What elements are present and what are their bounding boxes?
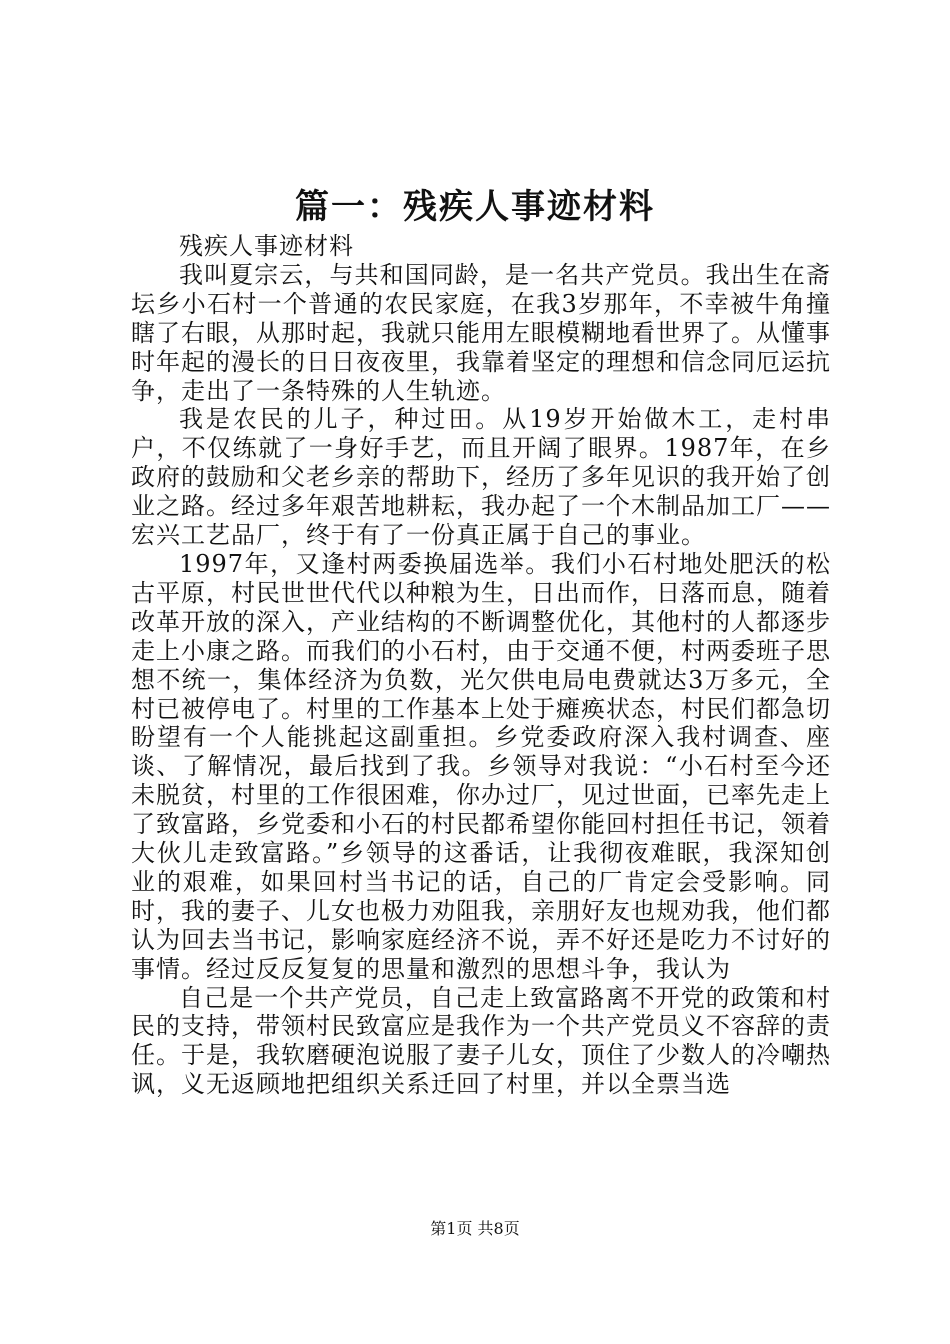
body-paragraph: 1997年，又逢村两委换届选举。我们小石村地处肥沃的松古平原，村民世世代代以种粮为生，日出而作，日落而息，随着改革开放的深入，产业结构的不断调整优化，其他村的人都逐步走上小康之路。而我们的小石村，由于交通不便，村两委班子思想不统一，集体经济为负数，光欠供电局电费就达3万多元，全村已被停电了。村里的工作基本上处于瘫痪状态，村民们都急切盼望有一个人能挑起这副重担。乡党委政府深入我村调查、座谈、了解情况，最后找到了我。乡领导对我说：“小石村至今还未脱贫，村里的工作很困难，你办过厂，见过世面，已率先走上了致富路，乡党委和小石的村民都希望你能回村担任书记，领着大伙儿走致富路。”乡领导的这番话，让我彻夜难眠，我深知创业的艰难，如果回村当书记的话，自己的厂肯定会受影响。同时，我的妻子、儿女也极力劝阻我，亲朋好友也规劝我，他们都认为回去当书记，影响家庭经济不说，弄不好还是吃力不讨好的事情。经过反反复复的思量和激烈的思想斗争，我认为: [131, 549, 831, 983]
subtitle-paragraph: 残疾人事迹材料: [179, 232, 354, 260]
body-paragraph: 我是农民的儿子，种过田。从19岁开始做木工，走村串户，不仅练就了一身好手艺，而且开阔了眼界。1987年，在乡政府的鼓励和父老乡亲的帮助下，经历了多年见识的我开始了创业之路。经过多年艰苦地耕耘，我办起了一个木制品加工厂——宏兴工艺品厂，终于有了一份真正属于自己的事业。: [131, 405, 831, 550]
page-title: 篇一：残疾人事迹材料: [295, 187, 655, 227]
document-body: [131, 232, 831, 1099]
body-paragraph: 自己是一个共产党员，自己走上致富路离不开党的政策和村民的支持，带领村民致富应是我作为一个共产党员义不容辞的责任。于是，我软磨硬泡说服了妻子儿女，顶住了少数人的冷嘲热讽，义无返顾地把组织关系迁回了村里，并以全票当选: [131, 983, 831, 1099]
page-footer: 第1页 共8页: [430, 1219, 520, 1238]
body-paragraph: 我叫夏宗云，与共和国同龄，是一名共产党员。我出生在斋坛乡小石村一个普通的农民家庭，在我3岁那年，不幸被牛角撞瞎了右眼，从那时起，我就只能用左眼模糊地看世界了。从懂事时年起的漫长的日日夜夜里，我靠着坚定的理想和信念同厄运抗争，走出了一条特殊的人生轨迹。: [131, 260, 831, 405]
